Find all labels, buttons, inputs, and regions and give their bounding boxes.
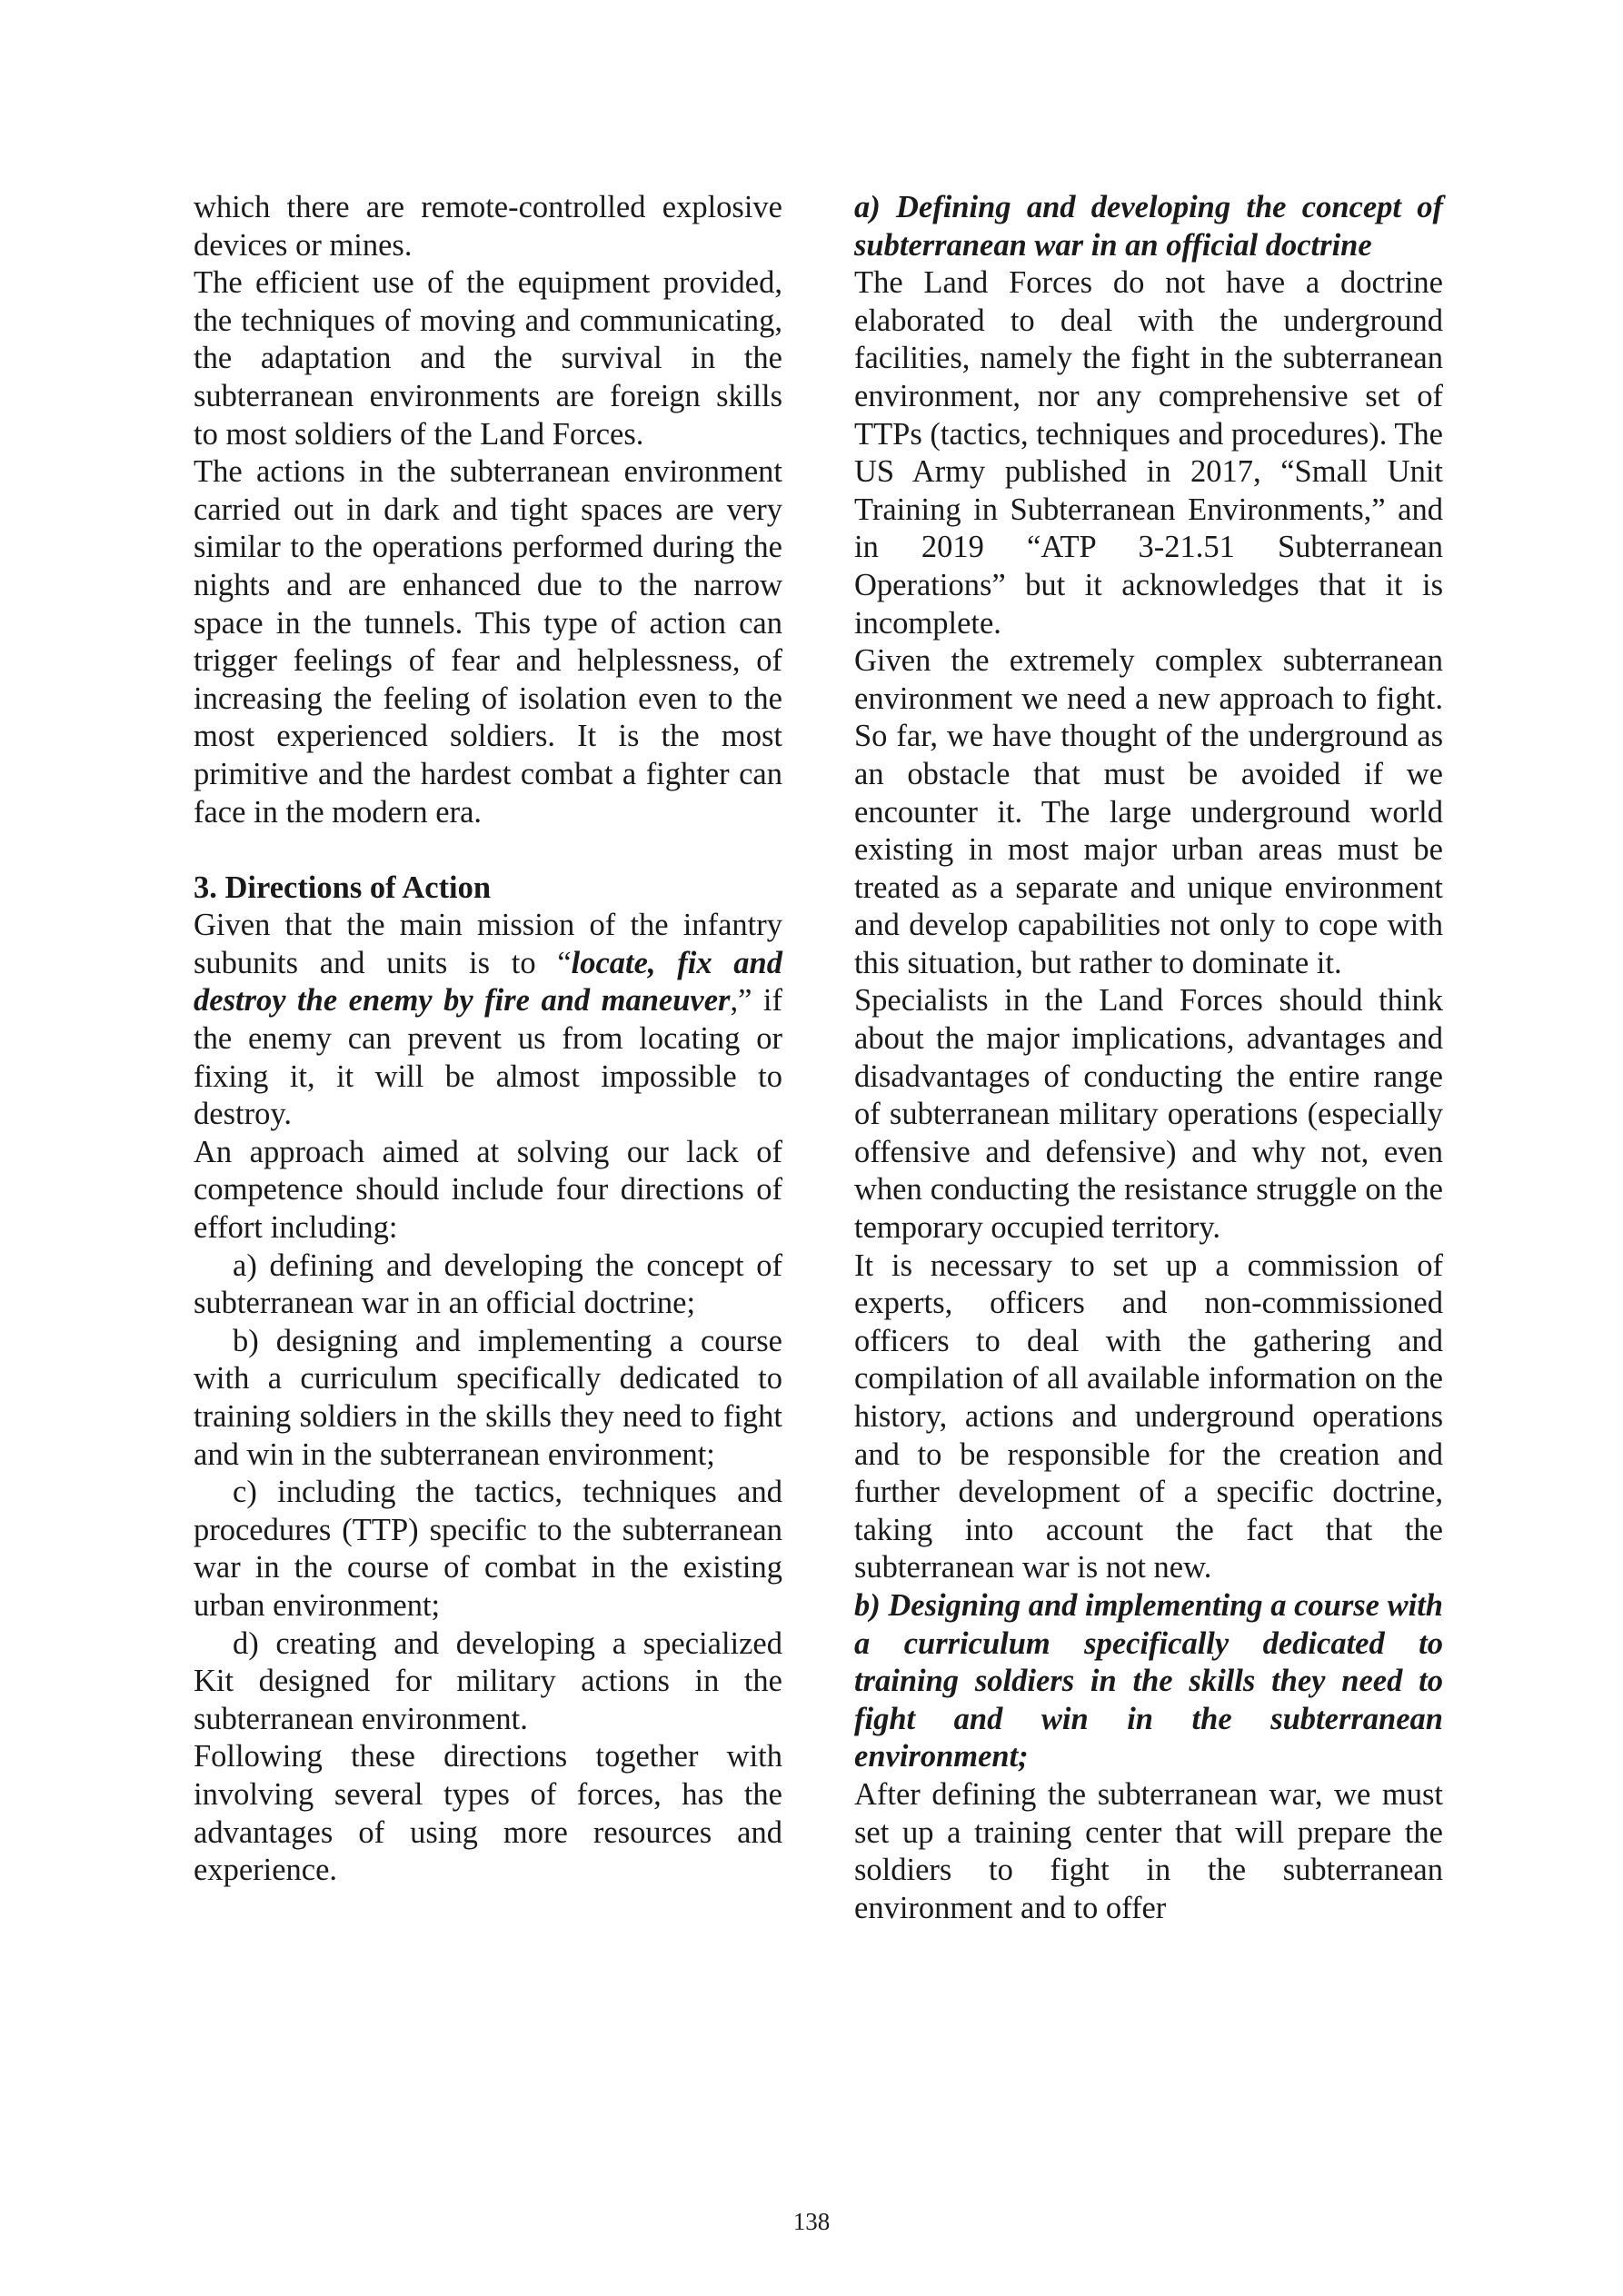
left-column	[194, 189, 782, 1890]
paragraph: Specialists in the Land Forces should think about the major implications, advantages and disadvantages of conducting the entire range of subterranean military operations (especially offensive and defensive) and why not, even when conducting the resistance struggle on the temporary occupied territory.	[854, 983, 1443, 1246]
subheading-b: b) Designing and implementing a course with a curriculum specifically dedicated to training soldiers in the skills they need to fight and win in the subterranean environment;	[854, 1587, 1443, 1774]
paragraph: Following these directions together with involving several types of forces, has the advantages of using more resources and experience.	[194, 1739, 782, 1888]
paragraph: The actions in the subterranean environment carried out in dark and tight spaces are very similar to the operations performed during the nights and are enhanced due to the narrow space in the tunnels. This type of action can trigger feelings of fear and helplessness, of increasing the feeling of isolation even to the most experienced soldiers. It is the most primitive and the hardest combat a fighter can face in the modern era.	[194, 454, 782, 830]
emphasis-text: locate, fix and destroy the enemy by fire and maneuver	[194, 945, 782, 1019]
paragraph: The efficient use of the equipment provided, the techniques of moving and communicating, the adaptation and the survival in the subterranean environments are foreign skills to most soldiers of the Land Forces.	[194, 265, 782, 452]
list-item-d: d) creating and developing a specialized Kit designed for military actions in the subterranean environment.	[194, 1625, 782, 1736]
page-number: 138	[792, 2208, 831, 2235]
spacer	[194, 831, 782, 870]
paragraph: An approach aimed at solving our lack of competence should include four directions of effort including:	[194, 1134, 782, 1246]
subheading-a: a) Defining and developing the concept of subterranean war in an official doctrine	[854, 190, 1443, 263]
paragraph: The Land Forces do not have a doctrine elaborated to deal with the underground facilities, namely the fight in the subterranean environment, nor any comprehensive set of TTPs (tactics, techniques and procedures). The US Army published in 2017, “Small Unit Training in Subterranean Environments,” and in 2019 “ATP 3-21.51 Subterranean Operations” but it acknowledges that it is incomplete.	[854, 265, 1443, 641]
paragraph: which there are remote-controlled explosive devices or mines.	[194, 190, 782, 263]
right-column	[854, 189, 1443, 1927]
paragraph: It is necessary to set up a commission of experts, officers and non-commissioned officers to deal with the gathering and compilation of all available information on the history, actions and underground operations and to be responsible for the creation and further development of a specific doctrine, taking into account the fact that the subterranean war is not new.	[854, 1247, 1443, 1585]
list-item-c: c) including the tactics, techniques and procedures (TTP) specific to the subterranean war in the course of combat in the existing urban environment;	[194, 1475, 782, 1623]
section-heading: 3. Directions of Action	[194, 870, 492, 905]
list-item-b: b) designing and implementing a course with a curriculum specifically dedicated to training soldiers in the skills they need to fight and win in the subterranean environment;	[194, 1323, 782, 1472]
text-run: Given that the main mission of the infantry subunits and units is to “	[194, 908, 782, 980]
text-run: ,” if the enemy can prevent us from locating or fixing it, it will be almost impossible to destroy.	[194, 983, 782, 1132]
paragraph-mission	[194, 907, 782, 1134]
paragraph: Given the extremely complex subterranean environment we need a new approach to fight. So far, we have thought of the underground as an obstacle that must be avoided if we encounter it. The large underground world existing in most major urban areas must be treated as a separate and unique environment and develop capabilities not only to cope with this situation, but rather to dominate it.	[854, 643, 1443, 980]
list-item-a: a) defining and developing the concept of subterranean war in an official doctrine;	[194, 1247, 782, 1321]
paragraph: After defining the subterranean war, we must set up a training center that will prepare the soldiers to fight in the subterranean environment and to offer	[854, 1776, 1443, 1925]
